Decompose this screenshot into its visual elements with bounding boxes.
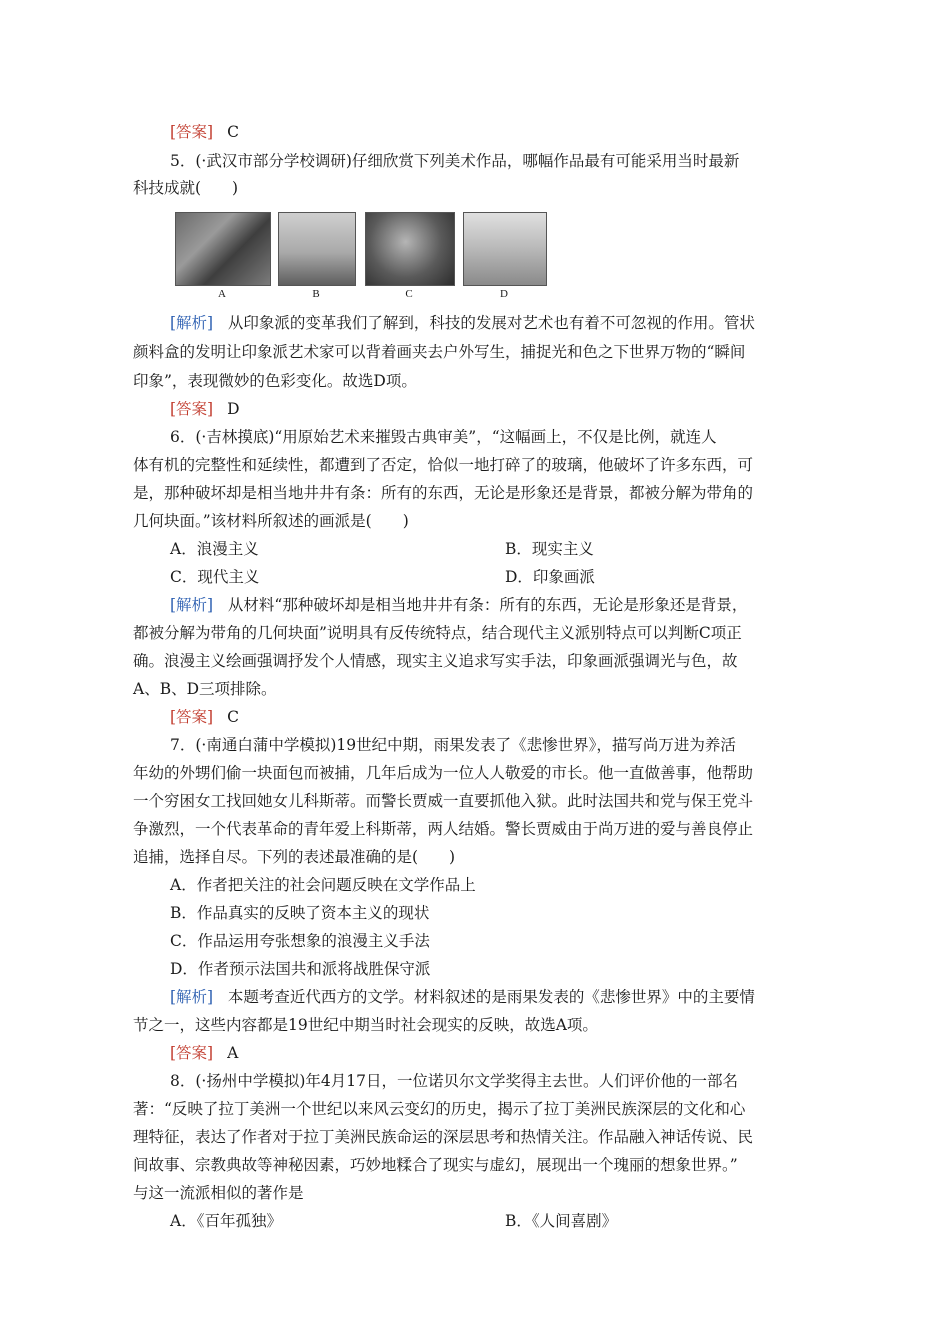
caption-a: A	[218, 288, 226, 300]
q6-analysis-line-1	[170, 594, 747, 616]
q7-stem-line-2: 年幼的外甥们偷一块面包而被捕，几年后成为一位人人敬爱的市长。他一直做善事，他帮助	[133, 764, 754, 782]
q7-answer	[170, 1042, 238, 1064]
answer-tag: [答案]	[170, 400, 214, 418]
q6-stem-line-3: 是，那种破坏却是相当地井井有条：所有的东西，无论是形象还是背景，都被分解为带角的	[133, 484, 754, 502]
q6-answer	[170, 706, 239, 728]
q7-option-b: B．作品真实的反映了资本主义的现状	[170, 904, 430, 922]
q7-stem-line-5: 追捕，选择自尽。下列的表述最准确的是( )	[133, 848, 456, 866]
q6-analysis-line-2: 都被分解为带角的几何块面”说明具有反传统特点，结合现代主义派别特点可以判断C项正	[133, 624, 742, 642]
q5-stem-line-1: 5．(·武汉市部分学校调研)仔细欣赏下列美术作品，哪幅作品最有可能采用当时最新	[170, 152, 740, 170]
q8-option-a: A．《百年孤独》	[170, 1212, 282, 1230]
painting-d	[463, 212, 547, 286]
answer-value: C	[227, 123, 239, 141]
q7-option-c: C．作品运用夸张想象的浪漫主义手法	[170, 932, 430, 950]
answer-value: A	[227, 1044, 239, 1062]
q4-answer	[170, 121, 239, 143]
analysis-text: 从印象派的变革我们了解到，科技的发展对艺术也有着不可忽视的作用。管状	[227, 314, 755, 332]
painting-options	[175, 212, 555, 302]
q6-stem-line-1: 6．(·吉林摸底)“用原始艺术来摧毁古典审美”，“这幅画上，不仅是比例，就连人	[170, 428, 717, 446]
q5-answer	[170, 398, 240, 420]
painting-a	[175, 212, 271, 286]
q6-stem-line-2: 体有机的完整性和延续性，都遭到了否定，恰似一地打碎了的玻璃，他破坏了许多东西，可	[133, 456, 754, 474]
q7-analysis-line-1	[170, 986, 755, 1008]
q8-option-b: B．《人间喜剧》	[505, 1212, 618, 1230]
answer-value: D	[227, 400, 240, 418]
q8-stem-line-2: 著：“反映了拉丁美洲一个世纪以来风云变幻的历史，揭示了拉丁美洲民族深层的文化和心	[133, 1100, 746, 1118]
answer-tag: [答案]	[170, 123, 214, 141]
caption-b: B	[312, 288, 320, 300]
q5-analysis-line-3: 印象”，表现微妙的色彩变化。故选D项。	[133, 372, 417, 390]
q7-option-a: A．作者把关注的社会问题反映在文学作品上	[170, 876, 476, 894]
q6-option-c: C．现代主义	[170, 568, 260, 586]
painting-c	[365, 212, 455, 286]
q6-option-d: D．印象画派	[505, 568, 595, 586]
q6-option-a: A．浪漫主义	[170, 540, 259, 558]
q7-stem-line-3: 一个穷困女工找回她女儿科斯蒂。而警长贾威一直要抓他入狱。此时法国共和党与保王党斗	[133, 792, 754, 810]
caption-d: D	[500, 288, 508, 300]
q6-stem-line-4: 几何块面。”该材料所叙述的画派是( )	[133, 512, 409, 530]
q6-option-b: B．现实主义	[505, 540, 594, 558]
q7-stem-line-1: 7．(·南通白蒲中学模拟)19世纪中期，雨果发表了《悲惨世界》，描写尚万进为养活	[170, 736, 736, 754]
q7-analysis-line-2: 节之一，这些内容都是19世纪中期当时社会现实的反映，故选A项。	[133, 1016, 598, 1034]
analysis-text: 本题考查近代西方的文学。材料叙述的是雨果发表的《悲惨世界》中的主要情	[227, 988, 755, 1006]
q8-stem-line-1: 8．(·扬州中学模拟)年4月17日，一位诺贝尔文学奖得主去世。人们评价他的一部名	[170, 1072, 738, 1090]
q7-stem-line-4: 争激烈，一个代表革命的青年爱上科斯蒂，两人结婚。警长贾威由于尚万进的爱与善良停止	[133, 820, 754, 838]
q5-stem-line-2: 科技成就( )	[133, 179, 239, 197]
q5-analysis-line-1	[170, 312, 755, 334]
q6-analysis-line-3: 确。浪漫主义绘画强调抒发个人情感，现实主义追求写实手法，印象画派强调光与色，故	[133, 652, 738, 670]
answer-tag: [答案]	[170, 708, 214, 726]
answer-tag: [答案]	[170, 1044, 214, 1062]
caption-c: C	[405, 288, 413, 300]
analysis-text: 从材料“那种破坏却是相当地井井有条：所有的东西，无论是形象还是背景，	[227, 596, 748, 614]
q6-analysis-line-4: A、B、D三项排除。	[133, 680, 277, 698]
q5-analysis-line-2: 颜料盒的发明让印象派艺术家可以背着画夹去户外写生，捕捉光和色之下世界万物的“瞬间	[133, 343, 746, 361]
q7-option-d: D．作者预示法国共和派将战胜保守派	[170, 960, 431, 978]
answer-value: C	[227, 708, 239, 726]
analysis-tag: [解析]	[170, 314, 214, 332]
analysis-tag: [解析]	[170, 596, 214, 614]
q8-stem-line-5: 与这一流派相似的著作是	[133, 1184, 304, 1202]
q8-stem-line-4: 间故事、宗教典故等神秘因素，巧妙地糅合了现实与虚幻，展现出一个瑰丽的想象世界。”	[133, 1156, 738, 1174]
analysis-tag: [解析]	[170, 988, 214, 1006]
q8-stem-line-3: 理特征，表达了作者对于拉丁美洲民族命运的深层思考和热情关注。作品融入神话传说、民	[133, 1128, 754, 1146]
painting-b	[278, 212, 356, 286]
